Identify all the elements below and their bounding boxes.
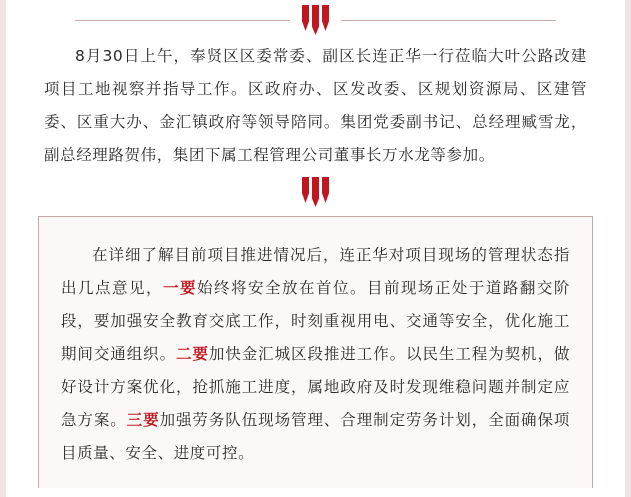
body-text-run: 在详细了解目前项目推进情况后，连正华对项目现场的管理状态指出几点意见， bbox=[61, 246, 570, 297]
highlight-card bbox=[38, 216, 593, 488]
emphasis-marker: 三要 bbox=[126, 411, 160, 429]
body-paragraph bbox=[57, 239, 574, 470]
emphasis-marker: 一要 bbox=[162, 279, 197, 297]
document-content bbox=[18, 0, 613, 488]
right-accent-bar bbox=[625, 0, 631, 497]
triple-stripe-ornament-icon bbox=[302, 5, 329, 35]
body-text-run: 加强劳务队伍现场管理、合理制定劳务计划，全面确保项目质量、安全、进度可控。 bbox=[61, 411, 570, 462]
divider-line-left bbox=[75, 20, 290, 21]
mid-divider bbox=[36, 172, 595, 212]
divider-line-right bbox=[341, 20, 556, 21]
top-divider bbox=[36, 0, 595, 40]
intro-paragraph: 8月30日上午，奉贤区区委常委、副区长连正华一行莅临大叶公路改建项目工地视察并指导工作。区政府办、区发改委、区规划资源局、区建管委、区重大办、金汇镇政府等领导陪同。集团党委副书记、总经理臧雪龙，副总经理路贺伟，集团下属工程管理公司董事长万水龙等参加。 bbox=[44, 47, 587, 164]
left-accent-bar bbox=[0, 0, 6, 497]
body-text-run: 加快金汇城区段推进工作。以民生工程为契机，做好设计方案优化，抢抓施工进度，属地政府及时发现维稳问题并制定应急方案。 bbox=[61, 345, 571, 429]
body-text-run: 始终将安全放在首位。目前现场正处于道路翻交阶段，要加强安全教育交底工作，时刻重视用电、交通等安全，优化施工期间交通组织。 bbox=[61, 279, 571, 363]
emphasis-marker: 二要 bbox=[176, 345, 209, 363]
triple-stripe-ornament-icon-2 bbox=[302, 177, 329, 207]
